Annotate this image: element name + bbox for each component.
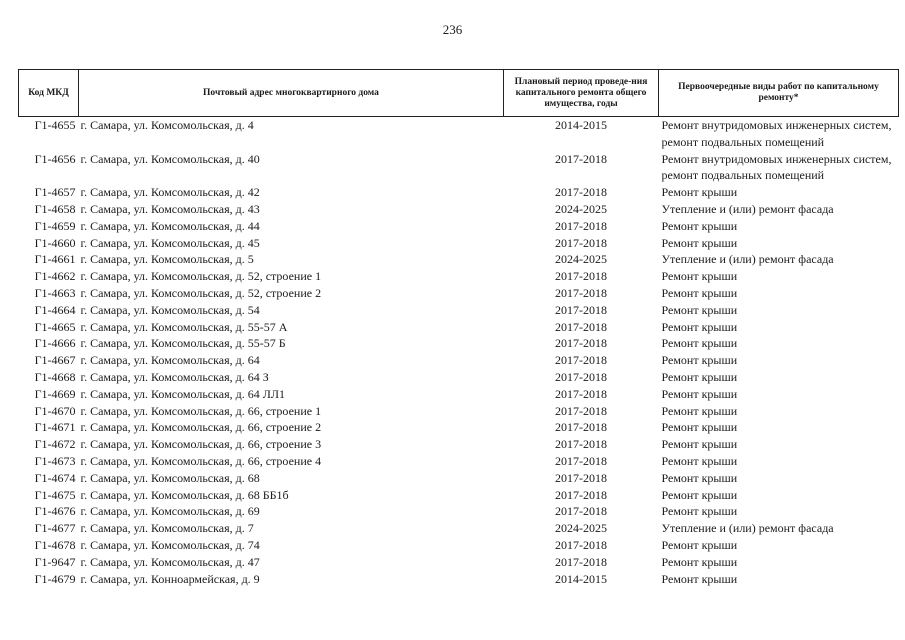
table-row <box>19 520 899 537</box>
address-cell: г. Самара, ул. Комсомольская, д. 55-57 Б <box>80 336 286 351</box>
code-cell: Г1-4662 <box>34 269 76 284</box>
address-cell: г. Самара, ул. Комсомольская, д. 52, строение 1 <box>80 269 322 284</box>
code-cell: Г1-4674 <box>34 470 76 485</box>
works-cell: Ремонт крыши <box>661 269 738 284</box>
address-cell: г. Самара, ул. Комсомольская, д. 66, строение 1 <box>80 403 322 418</box>
page-number: 236 <box>442 22 463 37</box>
code-cell: Г1-4672 <box>34 437 76 452</box>
table-row <box>19 503 899 520</box>
table-header-row <box>19 70 899 117</box>
table-row <box>19 554 899 571</box>
period-cell: 2017-2018 <box>555 285 607 300</box>
period-cell: 2017-2018 <box>555 269 607 284</box>
works-cell: Ремонт внутридомовых инженерных систем, ремонт подвальных помещений <box>661 151 892 183</box>
table-row <box>19 151 899 185</box>
address-cell: г. Самара, ул. Комсомольская, д. 66, строение 4 <box>80 453 322 468</box>
code-cell: Г1-4669 <box>34 386 76 401</box>
table-row <box>19 335 899 352</box>
address-cell: г. Самара, ул. Комсомольская, д. 55-57 А <box>80 319 288 334</box>
table-row <box>19 403 899 420</box>
works-cell: Ремонт крыши <box>661 386 738 401</box>
header-works: Первоочередные виды работ по капитальному ремонту* <box>659 70 899 117</box>
period-cell: 2014-2015 <box>555 118 607 132</box>
table-row <box>19 201 899 218</box>
period-cell: 2017-2018 <box>555 504 607 519</box>
period-cell: 2017-2018 <box>555 453 607 468</box>
works-cell: Ремонт крыши <box>661 453 738 468</box>
works-cell: Ремонт крыши <box>661 571 738 586</box>
address-cell: г. Самара, ул. Комсомольская, д. 64 ЛЛ1 <box>80 386 285 401</box>
table-row <box>19 268 899 285</box>
code-cell: Г1-4676 <box>34 504 76 519</box>
code-cell: Г1-4675 <box>34 487 76 502</box>
address-cell: г. Самара, ул. Комсомольская, д. 5 <box>80 252 254 267</box>
header-address: Почтовый адрес многоквартирного дома <box>79 70 504 117</box>
address-cell: г. Самара, ул. Комсомольская, д. 44 <box>80 218 260 233</box>
period-cell: 2017-2018 <box>555 487 607 502</box>
period-cell: 2017-2018 <box>555 420 607 435</box>
works-cell: Ремонт крыши <box>661 285 738 300</box>
code-cell: Г1-4677 <box>34 521 76 536</box>
works-cell: Ремонт крыши <box>661 403 738 418</box>
table-row <box>19 487 899 504</box>
works-cell: Ремонт крыши <box>661 319 738 334</box>
period-cell: 2017-2018 <box>555 235 607 250</box>
works-cell: Ремонт крыши <box>661 369 738 384</box>
period-cell: 2017-2018 <box>555 185 607 200</box>
address-cell: г. Самара, ул. Конноармейская, д. 9 <box>80 571 260 586</box>
works-cell: Ремонт крыши <box>661 336 738 351</box>
address-cell: г. Самара, ул. Комсомольская, д. 64 З <box>80 369 269 384</box>
works-cell: Ремонт крыши <box>661 302 738 317</box>
table-row <box>19 352 899 369</box>
address-cell: г. Самара, ул. Комсомольская, д. 74 <box>80 537 260 552</box>
works-cell: Ремонт крыши <box>661 353 738 368</box>
works-cell: Ремонт крыши <box>661 437 738 452</box>
code-cell: Г1-4657 <box>34 185 76 200</box>
code-cell: Г1-4665 <box>34 319 76 334</box>
works-cell: Ремонт крыши <box>661 420 738 435</box>
address-cell: г. Самара, ул. Комсомольская, д. 66, строение 3 <box>80 437 322 452</box>
period-cell: 2017-2018 <box>555 386 607 401</box>
code-cell: Г1-4678 <box>34 537 76 552</box>
table-row <box>19 184 899 201</box>
works-cell: Ремонт крыши <box>661 554 738 569</box>
table-row <box>19 251 899 268</box>
works-cell: Ремонт внутридомовых инженерных систем, ремонт подвальных помещений <box>661 118 892 149</box>
code-cell: Г1-4656 <box>34 151 76 166</box>
period-cell: 2017-2018 <box>555 369 607 384</box>
code-cell: Г1-4658 <box>34 201 76 216</box>
table-row <box>19 470 899 487</box>
code-cell: Г1-4655 <box>34 118 76 132</box>
code-cell: Г1-4660 <box>34 235 76 250</box>
period-cell: 2017-2018 <box>555 319 607 334</box>
address-cell: г. Самара, ул. Комсомольская, д. 64 <box>80 353 260 368</box>
address-cell: г. Самара, ул. Комсомольская, д. 68 <box>80 470 260 485</box>
table-row <box>19 235 899 252</box>
period-cell: 2017-2018 <box>555 151 607 166</box>
address-cell: г. Самара, ул. Комсомольская, д. 40 <box>80 151 260 166</box>
code-cell: Г1-4671 <box>34 420 76 435</box>
table-row <box>19 453 899 470</box>
address-cell: г. Самара, ул. Комсомольская, д. 52, строение 2 <box>80 285 322 300</box>
table-row <box>19 117 899 151</box>
header-code: Код МКД <box>19 70 79 117</box>
code-cell: Г1-4666 <box>34 336 76 351</box>
works-cell: Ремонт крыши <box>661 470 738 485</box>
code-cell: Г1-4659 <box>34 218 76 233</box>
period-cell: 2017-2018 <box>555 403 607 418</box>
code-cell: Г1-4661 <box>34 252 76 267</box>
period-cell: 2024-2025 <box>555 252 607 267</box>
address-cell: г. Самара, ул. Комсомольская, д. 69 <box>80 504 260 519</box>
table-row <box>19 319 899 336</box>
period-cell: 2017-2018 <box>555 437 607 452</box>
works-cell: Ремонт крыши <box>661 218 738 233</box>
code-cell: Г1-4664 <box>34 302 76 317</box>
period-cell: 2017-2018 <box>555 537 607 552</box>
address-cell: г. Самара, ул. Комсомольская, д. 45 <box>80 235 260 250</box>
period-cell: 2017-2018 <box>555 218 607 233</box>
works-cell: Утепление и (или) ремонт фасада <box>661 201 834 216</box>
code-cell: Г1-4679 <box>34 571 76 586</box>
table-row <box>19 419 899 436</box>
period-cell: 2017-2018 <box>555 353 607 368</box>
works-cell: Ремонт крыши <box>661 235 738 250</box>
period-cell: 2017-2018 <box>555 302 607 317</box>
address-cell: г. Самара, ул. Комсомольская, д. 54 <box>80 302 260 317</box>
period-cell: 2017-2018 <box>555 554 607 569</box>
works-cell: Ремонт крыши <box>661 504 738 519</box>
table-row <box>19 285 899 302</box>
table-row <box>19 537 899 554</box>
address-cell: г. Самара, ул. Комсомольская, д. 7 <box>80 521 254 536</box>
works-cell: Утепление и (или) ремонт фасада <box>661 521 834 536</box>
works-cell: Ремонт крыши <box>661 185 738 200</box>
code-cell: Г1-4668 <box>34 369 76 384</box>
code-cell: Г1-9647 <box>34 554 76 569</box>
works-cell: Ремонт крыши <box>661 487 738 502</box>
table-row <box>19 218 899 235</box>
table-row <box>19 386 899 403</box>
address-cell: г. Самара, ул. Комсомольская, д. 43 <box>80 201 260 216</box>
code-cell: Г1-4673 <box>34 453 76 468</box>
code-cell: Г1-4667 <box>34 353 76 368</box>
address-cell: г. Самара, ул. Комсомольская, д. 66, строение 2 <box>80 420 322 435</box>
code-cell: Г1-4663 <box>34 285 76 300</box>
capital-repair-table <box>18 69 899 587</box>
period-cell: 2017-2018 <box>555 336 607 351</box>
period-cell: 2017-2018 <box>555 470 607 485</box>
address-cell: г. Самара, ул. Комсомольская, д. 42 <box>80 185 260 200</box>
table-row <box>19 302 899 319</box>
period-cell: 2014-2015 <box>555 571 607 586</box>
address-cell: г. Самара, ул. Комсомольская, д. 47 <box>80 554 260 569</box>
period-cell: 2024-2025 <box>555 521 607 536</box>
period-cell: 2024-2025 <box>555 201 607 216</box>
table-row <box>19 436 899 453</box>
table-row <box>19 369 899 386</box>
code-cell: Г1-4670 <box>34 403 76 418</box>
works-cell: Ремонт крыши <box>661 537 738 552</box>
address-cell: г. Самара, ул. Комсомольская, д. 68 ББ1б <box>80 487 289 502</box>
table-row <box>19 571 899 588</box>
address-cell: г. Самара, ул. Комсомольская, д. 4 <box>80 118 254 132</box>
header-period: Плановый период проведе-ния капитального ремонта общего имущества, годы <box>504 70 659 117</box>
works-cell: Утепление и (или) ремонт фасада <box>661 252 834 267</box>
